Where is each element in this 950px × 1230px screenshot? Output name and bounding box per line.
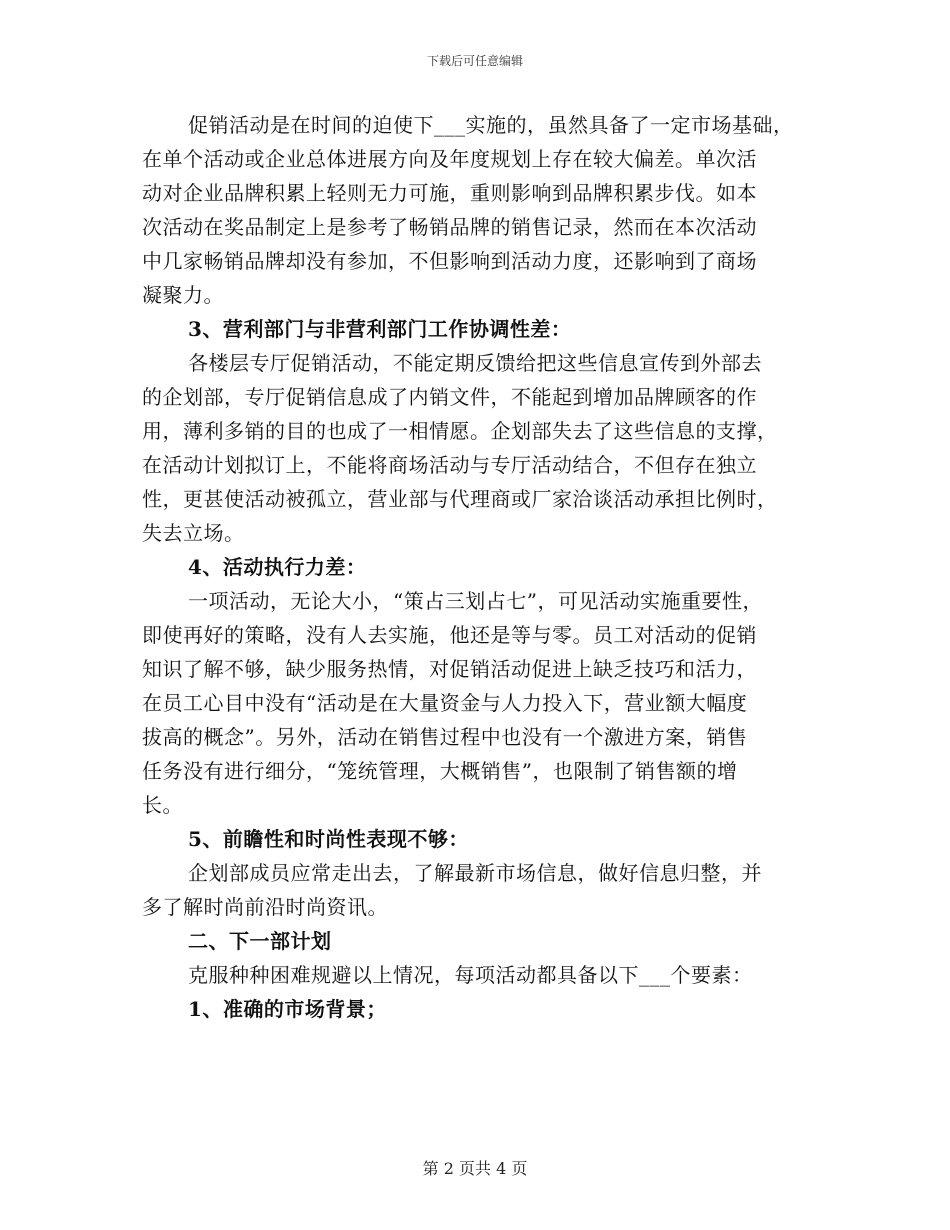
section-heading: 4、活动执行力差： [188, 555, 367, 579]
paragraph-line: 动对企业品牌积累上轻则无力可施，重则影响到品牌积累步伐。如本 [142, 181, 757, 205]
section-heading: 3、营利部门与非营利部门工作协调性差： [188, 317, 572, 341]
section-heading: 5、前瞻性和时尚性表现不够： [188, 827, 469, 851]
paragraph-line: 任务没有进行细分，“笼统管理，大概销售”，也限制了销售额的增 [142, 759, 738, 783]
paragraph-line: 长。 [142, 793, 183, 817]
document-body [142, 108, 822, 1026]
paragraph-line: 失去立场。 [142, 521, 245, 545]
paragraph-line: 拔高的概念”。另外，活动在销售过程中也没有一个激进方案，销售 [142, 725, 748, 749]
paragraph-line: 中几家畅销品牌却没有参加，不但影响到活动力度，还影响到了商场 [142, 249, 757, 273]
page-footer: 第 2 页共 4 页 [422, 1159, 528, 1178]
page-header: 下载后可任意编辑 [426, 54, 523, 68]
paragraph-line: 在员工心目中没有“活动是在大量资金与人力投入下，营业额大幅度 [142, 691, 748, 715]
paragraph-line: 凝聚力。 [142, 283, 224, 307]
paragraph-line: 促销活动是在时间的迫使下___实施的，虽然具备了一定市场基础， [188, 113, 794, 137]
paragraph-line: 知识了解不够，缺少服务热情，对促销活动促进上缺乏技巧和活力， [142, 657, 757, 681]
paragraph-line: 一项活动，无论大小，“策占三划占七”，可见活动实施重要性， [188, 589, 763, 613]
paragraph-line: 用，薄利多销的目的也成了一相情愿。企划部失去了这些信息的支撑， [142, 419, 778, 443]
paragraph-line: 次活动在奖品制定上是参考了畅销品牌的销售记录，然而在本次活动 [142, 215, 757, 239]
section-heading: 1、准确的市场背景； [188, 997, 387, 1021]
paragraph-line: 在单个活动或企业总体进展方向及年度规划上存在较大偏差。单次活 [142, 147, 757, 171]
paragraph-line: 各楼层专厅促销活动，不能定期反馈给把这些信息宣传到外部去 [188, 351, 762, 375]
paragraph-line: 在活动计划拟订上，不能将商场活动与专厅活动结合，不但存在独立 [142, 453, 757, 477]
paragraph-line: 性，更甚使活动被孤立，营业部与代理商或厂家洽谈活动承担比例时， [142, 487, 778, 511]
paragraph-line: 多了解时尚前沿时尚资讯。 [142, 895, 388, 919]
paragraph-line: 克服种种困难规避以上情况，每项活动都具备以下___个要素： [188, 963, 753, 987]
paragraph-line: 企划部成员应常走出去，了解最新市场信息，做好信息归整，并 [188, 861, 762, 885]
paragraph-line: 的企划部，专厅促销信息成了内销文件，不能起到增加品牌顾客的作 [142, 385, 757, 409]
section-heading: 二、下一部计划 [188, 929, 332, 953]
paragraph-line: 即使再好的策略，没有人去实施，他还是等与零。员工对活动的促销 [142, 623, 757, 647]
